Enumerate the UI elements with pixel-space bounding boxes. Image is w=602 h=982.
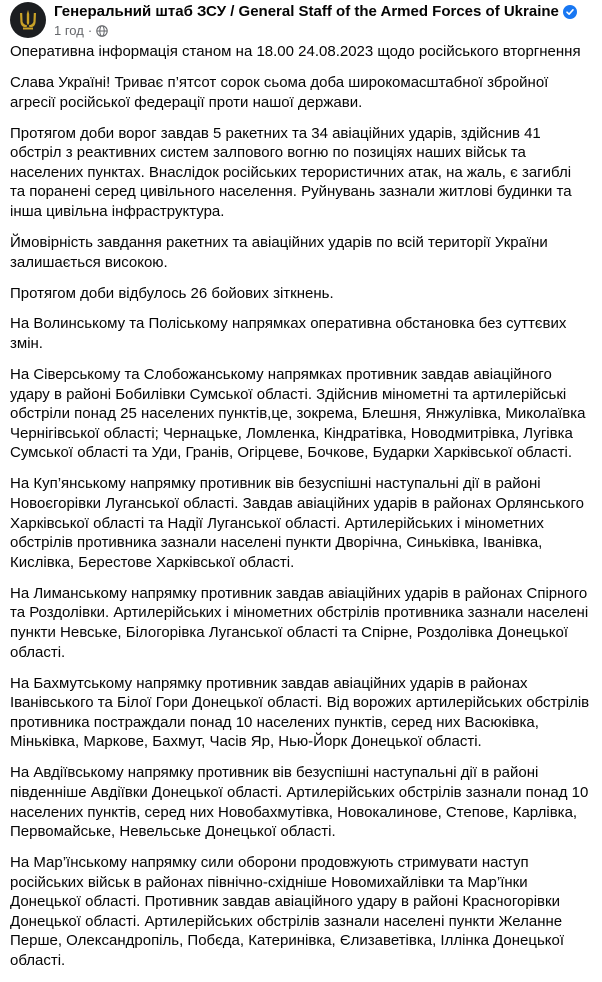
post-header (0, 0, 602, 40)
paragraph-strikes-summary: Протягом доби ворог завдав 5 ракетних та 34 авіаційних ударів, здійснив 41 обстріл з реактивних систем залпового вогню по позиціях наших військ та населених пунктах. Внаслідок російських терористичних атак, на жаль, є загиблі та поранені серед цивільного населення. Руйнувань зазнали житлові будинки та інша цивільна інфраструктура. (10, 124, 572, 220)
post-text (10, 42, 590, 982)
trident-emblem-icon (18, 9, 38, 31)
post-time[interactable]: 1 год (54, 23, 84, 38)
author-row (54, 3, 577, 20)
page-name[interactable]: Генеральний штаб ЗСУ / General Staff of the Armed Forces of Ukraine (54, 3, 559, 20)
post-meta (54, 23, 108, 38)
paragraph-greeting: Слава Україні! Триває п’ятсот сорок сьома доба широкомасштабної збройної агресії російської федерації проти нашої держави. (10, 73, 549, 111)
paragraph-kupiansk: На Куп’янському напрямку противник вів безуспішні наступальні дії в районі Новоєгорівки Луганської області. Завдав авіаційних ударів в районах Орлянського Харківської області та Надії Луганської області. Артилерійських і мінометних обстрілів противника зазнали населені пункти Дворічна, Синьківка, Іванівка, Кислівка, Берестове Харківської області. (10, 475, 584, 571)
paragraph-volyn-polissia: На Волинському та Поліському напрямках оперативна обстановка без суттєвих змін. (10, 315, 567, 353)
paragraph-siversk-slobozhansk: На Сіверському та Слобожанському напрямках противник завдав авіаційного удару в районі Бобилівки Сумської області. Здійснив мінометні та артилерійські обстріли понад 25 населених пунктів,це, зокрема, Блешня, Янжулівка, Миколаївка Чернігівської області; Чернацьке, Ломленка, Кіндратівка, Новодмитрівка, Лугівка Сумської області та Уди, Гранів, Огірцеве, Бочкове, Бударки Харківської області. (10, 366, 586, 462)
paragraph-threat-level: Ймовірність завдання ракетних та авіаційних ударів по всій території України залишається високою. (10, 233, 548, 271)
paragraph-marinka: На Мар’їнському напрямку сили оборони продовжують стримувати наступ російських військ в районах північно-східніше Новомихайлівки та Мар’їнки Донецької області. Противник завдав авіаційного удару в районі Красногорівки Донецької області. Артилерійських обстрілів зазнали населені пункти Желанне Перше, Олександропіль, Побєда, Катеринівка, Єлизаветівка, Іллінка Донецької області. (10, 854, 565, 970)
verified-badge-icon (563, 5, 577, 19)
page-avatar[interactable] (10, 2, 46, 38)
meta-separator: · (87, 23, 93, 38)
paragraph-clashes-count: Протягом доби відбулось 26 бойових зіткнень. (10, 284, 334, 302)
paragraph-lyman: На Лиманському напрямку противник завдав авіаційних ударів в районах Спірного та Роздолівки. Артилерійських і мінометних обстрілів противника зазнали населені пункти Невське, Білогорівка Луганської області та Спірне, Роздолівка Донецької області. (10, 584, 589, 661)
paragraph-bakhmut: На Бахмутському напрямку противник завдав авіаційних ударів в районах Іванівського та Білої Гори Донецької області. Від ворожих артилерійських обстрілів противника постраждали понад 10 населених пунктів, серед них Васюківка, Міньківка, Маркове, Бахмут, Часів Яр, Нью-Йорк Донецької області. (10, 674, 590, 751)
paragraph-avdiivka: На Авдіївському напрямку противник вів безуспішні наступальні дії в районі південніше Авдіївки Донецької області. Артилерійських обстрілів зазнали понад 10 населених пунктів, серед них Новобахмутівка, Новокалинове, Степове, Карлівка, Первомайське, Невельське Донецької області. (10, 764, 589, 841)
paragraph-report-header: Оперативна інформація станом на 18.00 24.08.2023 щодо російського вторгнення (10, 43, 581, 60)
globe-icon[interactable] (96, 25, 108, 37)
